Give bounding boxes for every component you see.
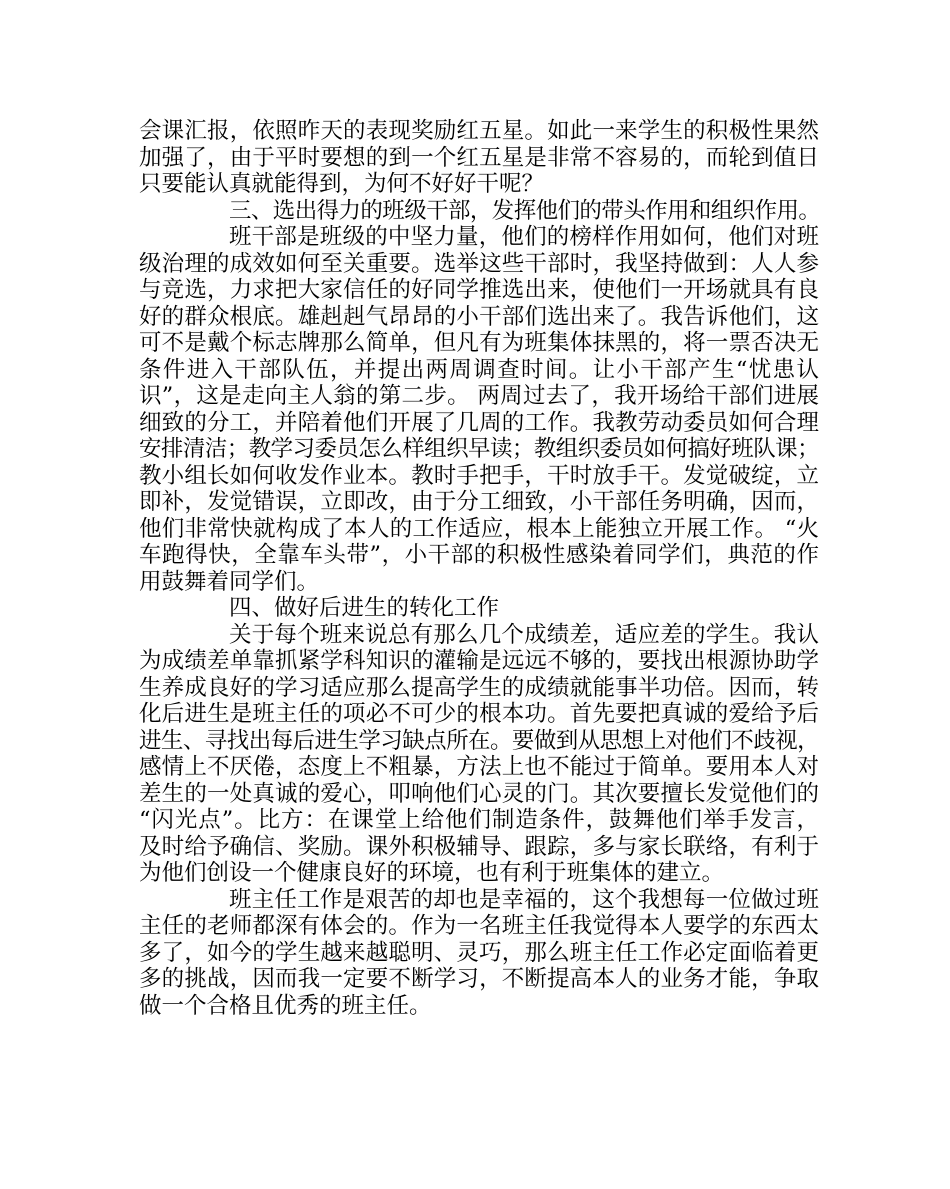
text-line: 班干部是班级的中坚力量，他们的榜样作用如何，他们对班: [229, 224, 819, 250]
text-line: 条件进入干部队伍，并提出两周调查时间。让小干部产生“忧患认: [139, 356, 819, 383]
text-line: 与竞选，力求把大家信任的好同学推选出来，使他们一开场就具有良: [139, 277, 819, 303]
text-line: 识”，这是走向主人翁的第二步。 两周过去了，我开场给干部们进展: [139, 383, 819, 409]
text-line: 为他们创设一个健康良好的环境，也有利于班集体的建立。: [139, 860, 725, 886]
text-line: 好的群众根底。雄赳赳气昂昂的小干部们选出来了。我告诉他们，这: [139, 303, 819, 330]
text-line: 差生的一处真诚的爱心，叩响他们心灵的门。其次要擅长发觉他们的: [139, 780, 819, 807]
text-line: 进生、寻找出每后进生学习缺点所在。要做到从思想上对他们不歧视，: [139, 727, 819, 754]
text-line: 会课汇报，依照昨天的表现奖励红五星。如此一来学生的积极性果然: [139, 118, 819, 144]
text-line: 四、做好后进生的转化工作: [229, 595, 500, 621]
text-line: 及时给予确信、奖励。课外积极辅导、跟踪，多与家长联络，有利于: [139, 833, 819, 860]
text-line: 教小组长如何收发作业本。教时手把手，干时放手干。发觉破绽，立: [139, 462, 819, 489]
text-line: 为成绩差单靠抓紧学科知识的灌输是远远不够的，要找出根源协助学: [139, 648, 819, 674]
text-line: 用鼓舞着同学们。: [139, 568, 320, 595]
text-line: 级治理的成效如何至关重要。选举这些干部时，我坚持做到：人人参: [139, 250, 819, 277]
text-line: 他们非常快就构成了本人的工作适应，根本上能独立开展工作。 “火: [139, 515, 819, 542]
text-line: 生养成良好的学习适应那么提高学生的成绩就能事半功倍。因而，转: [139, 674, 819, 701]
text-line: 主任的老师都深有体会的。作为一名班主任我觉得本人要学的东西太: [139, 913, 819, 939]
body-text: [139, 118, 819, 1019]
text-line: 关于每个班来说总有那么几个成绩差，适应差的学生。我认: [229, 621, 819, 648]
text-line: 细致的分工，并陪着他们开展了几周的工作。我教劳动委员如何合理: [139, 409, 819, 436]
text-line: 只要能认真就能得到，为何不好好干呢？: [139, 171, 545, 197]
text-line: “闪光点”。比方：在课堂上给他们制造条件，鼓舞他们举手发言，: [139, 807, 819, 833]
text-line: 化后进生是班主任的项必不可少的根本功。首先要把真诚的爱给予后: [139, 701, 819, 727]
text-line: 多了，如今的学生越来越聪明、灵巧，那么班主任工作必定面临着更: [139, 939, 819, 966]
text-line: 可不是戴个标志牌那么简单，但凡有为班集体抹黑的，将一票否决无: [139, 330, 819, 356]
text-line: 感情上不厌倦，态度上不粗暴，方法上也不能过于简单。要用本人对: [139, 754, 819, 780]
text-line: 车跑得快，全靠车头带”，小干部的积极性感染着同学们，典范的作: [139, 542, 819, 568]
text-line: 加强了，由于平时要想的到一个红五星是非常不容易的，而轮到值日: [139, 144, 819, 171]
text-line: 多的挑战，因而我一定要不断学习，不断提高本人的业务才能，争取: [139, 966, 819, 992]
text-line: 班主任工作是艰苦的却也是幸福的，这个我想每一位做过班: [229, 886, 819, 913]
text-line: 三、选出得力的班级干部，发挥他们的带头作用和组织作用。: [229, 197, 821, 224]
text-line: 即补，发觉错误，立即改，由于分工细致，小干部任务明确，因而，: [139, 489, 819, 515]
text-line: 安排清洁；教学习委员怎么样组织早读；教组织委员如何搞好班队课；: [139, 436, 819, 462]
text-line: 做一个合格且优秀的班主任。: [139, 992, 432, 1019]
